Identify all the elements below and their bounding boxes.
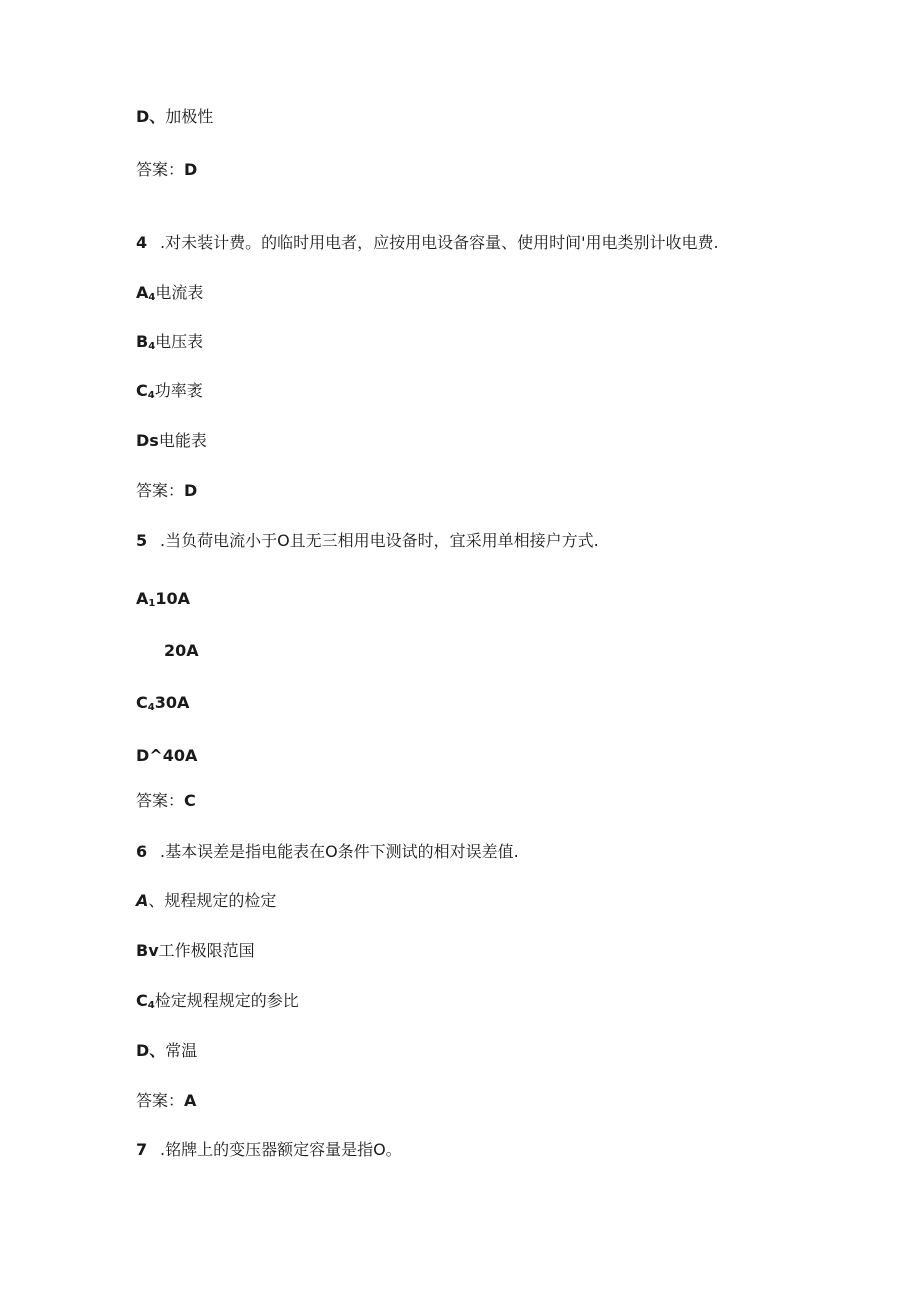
question-7 [136, 1140, 402, 1160]
answer-value: A [184, 1091, 197, 1110]
option-letter: D、 [136, 1041, 166, 1060]
question-5 [136, 531, 599, 551]
option-text: 电能表 [158, 431, 207, 450]
option-letter: C [136, 693, 148, 712]
question-number: 6 [136, 842, 148, 861]
option-letter: A [136, 891, 149, 910]
question-number: 5 [136, 531, 148, 550]
q4-option-d [136, 431, 207, 451]
option-value: 20A [164, 641, 199, 660]
option-line [136, 107, 213, 127]
option-subscript: 4 [147, 702, 155, 713]
q4-option-c [136, 381, 203, 406]
q6-option-d [136, 1041, 197, 1061]
option-subscript: 4 [147, 1000, 155, 1011]
q5-answer-line [136, 791, 196, 811]
q5-option-d [136, 746, 197, 766]
q5-option-b [164, 641, 199, 661]
question-text: .基本误差是指电能表在O条件下测试的相对误差值. [160, 842, 519, 861]
question-number: 4 [136, 233, 148, 252]
question-number: 7 [136, 1140, 148, 1159]
option-text: 加极性 [165, 107, 214, 126]
option-text: 功率袤 [154, 381, 203, 400]
question-text: .对未装计费。的临时用电者，应按用电设备容量、使用时间'用电类别计收电费. [160, 233, 719, 252]
question-6 [136, 842, 519, 862]
option-subscript: 4 [147, 390, 155, 401]
answer-label: 答案： [136, 481, 185, 500]
q6-option-b [136, 941, 255, 961]
option-value: 10A [155, 589, 191, 608]
option-text: 工作极限范国 [158, 941, 255, 960]
answer-label: 答案： [136, 160, 185, 179]
q4-option-a [136, 283, 203, 308]
option-letter: A [136, 589, 149, 608]
option-text: 、规程规定的检定 [148, 891, 277, 910]
q5-option-c [136, 693, 189, 718]
question-text: .铭牌上的变压器额定容量是指O。 [160, 1140, 402, 1159]
answer-line [136, 160, 197, 180]
option-letter: C [136, 991, 148, 1010]
q6-answer-line [136, 1091, 196, 1111]
question-4 [136, 233, 719, 253]
q6-option-c [136, 991, 299, 1016]
option-letter: B [136, 332, 149, 351]
option-letter: A [136, 283, 149, 302]
option-letter: C [136, 381, 148, 400]
answer-label: 答案： [136, 1091, 185, 1110]
option-subscript: 1 [148, 598, 156, 609]
option-subscript: 4 [148, 292, 156, 303]
option-text: 检定规程规定的参比 [154, 991, 299, 1010]
option-letter: D、 [136, 107, 166, 126]
option-value: 30A [154, 693, 190, 712]
option-value: D^40A [136, 746, 198, 765]
option-subscript: 4 [148, 341, 156, 352]
option-letter: Bv [136, 941, 159, 960]
option-letter: Ds [136, 431, 159, 450]
question-text: .当负荷电流小于O且无三相用电设备时，宜采用单相接户方式. [160, 531, 599, 550]
q4-option-b [136, 332, 203, 357]
option-text: 常温 [165, 1041, 198, 1060]
answer-value: D [184, 481, 198, 500]
option-text: 电压表 [155, 332, 204, 351]
answer-label: 答案： [136, 791, 185, 810]
q4-answer-line [136, 481, 197, 501]
option-text: 电流表 [155, 283, 204, 302]
q6-option-a [136, 891, 276, 911]
answer-value: C [184, 791, 196, 810]
q5-option-a [136, 589, 190, 614]
answer-value: D [184, 160, 198, 179]
